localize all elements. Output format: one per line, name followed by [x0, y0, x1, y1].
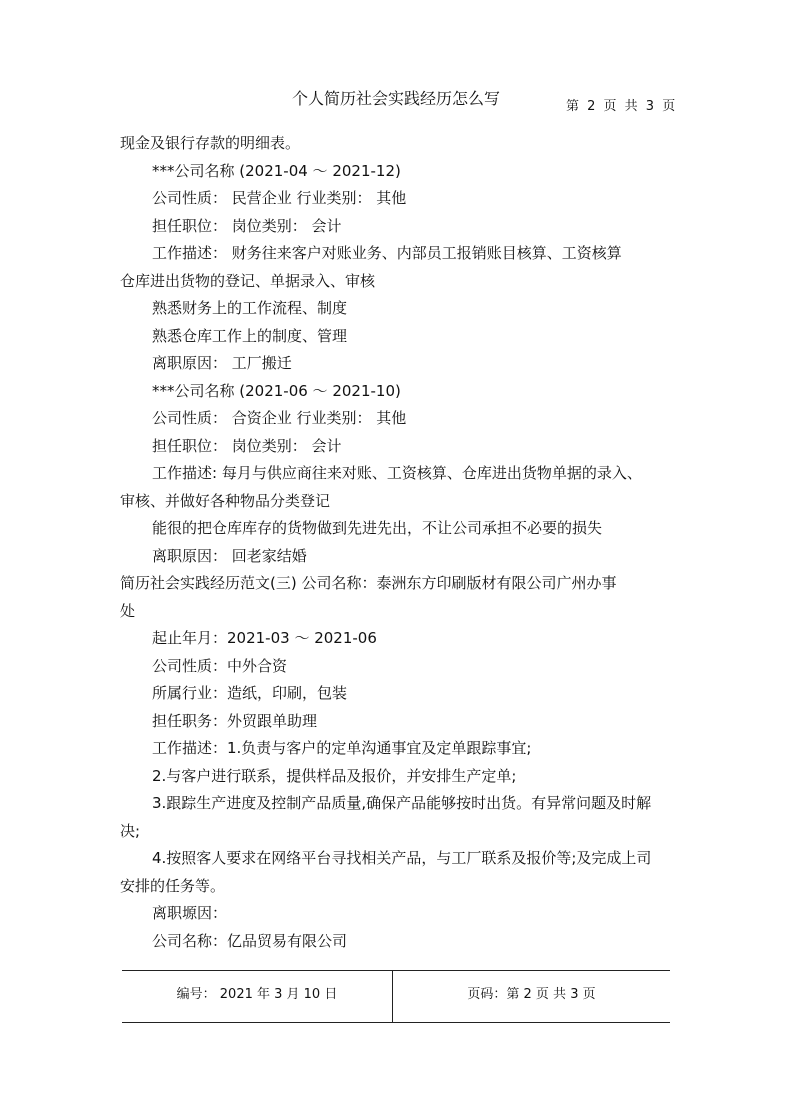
text-line: 熟悉仓库工作上的制度、管理 [152, 326, 348, 345]
footer-bottom-rule [122, 1022, 670, 1023]
text-line: 工作描述： 财务往来客户对账业务、内部员工报销账目核算、工资核算 [152, 244, 622, 262]
text-line: 起止年月：2021-03 ～ 2021-06 [152, 629, 377, 647]
text-line: 担任职务：外贸跟单助理 [152, 711, 318, 730]
text-line: 担任职位： 岗位类别： 会计 [152, 216, 342, 235]
text-line: 处 [120, 601, 136, 620]
footer-date: 编号： 2021 年 3 月 10 日 [176, 987, 338, 1002]
text-line: 离职原因： 工厂搬迁 [152, 354, 292, 372]
text-line: 工作描述: 每月与供应商往来对账、工资核算、仓库进出货物单据的录入、 [152, 464, 642, 482]
text-line: 熟悉财务上的工作流程、制度 [152, 299, 348, 317]
document-title: 个人简历社会实践经历怎么写 [291, 89, 500, 108]
text-line: 2.与客户进行联系，提供样品及报价，并安排生产定单; [152, 766, 517, 785]
text-line: 公司性质：中外合资 [152, 656, 288, 675]
text-line: 仓库进出货物的登记、单据录入、审核 [120, 271, 376, 290]
text-line: 公司名称：亿品贸易有限公司 [152, 931, 348, 950]
text-line: 公司性质： 合资企业 行业类别： 其他 [152, 409, 407, 427]
page-indicator: 第 2 页 共 3 页 [566, 99, 678, 114]
text-line: 简历社会实践经历范文(三) 公司名称：泰洲东方印刷版材有限公司广州办事 [120, 574, 617, 592]
text-line: 决; [120, 821, 141, 840]
text-line: 4.按照客人要求在网络平台寻找相关产品，与工厂联系及报价等;及完成上司 [152, 849, 652, 867]
text-line: ***公司名称 (2021-06 ～ 2021-10) [152, 381, 401, 400]
text-line: 离职塬因： [152, 904, 228, 922]
text-line: 担任职位： 岗位类别： 会计 [152, 436, 342, 455]
text-line: ***公司名称 (2021-04 ～ 2021-12) [152, 161, 401, 180]
footer-page-number: 页码：第 2 页 共 3 页 [467, 987, 596, 1002]
footer-top-rule [122, 970, 670, 971]
text-line: 工作描述：1.负责与客户的定单沟通事宜及定单跟踪事宜; [152, 739, 532, 757]
text-line: 所属行业：造纸，印刷，包装 [152, 684, 348, 702]
body-text [120, 130, 672, 955]
text-line: 公司性质： 民营企业 行业类别： 其他 [152, 189, 407, 207]
text-line: 现金及银行存款的明细表。 [120, 134, 301, 152]
text-line: 能很的把仓库库存的货物做到先进先出，不让公司承担不必要的损失 [152, 519, 603, 537]
text-line: 审核、并做好各种物品分类登记 [120, 491, 331, 510]
text-line: 3.跟踪生产进度及控制产品质量,确保产品能够按时出货。有异常问题及时解 [152, 794, 652, 812]
text-line: 离职原因： 回老家结婚 [152, 546, 307, 565]
text-line: 安排的任务等。 [120, 876, 226, 895]
